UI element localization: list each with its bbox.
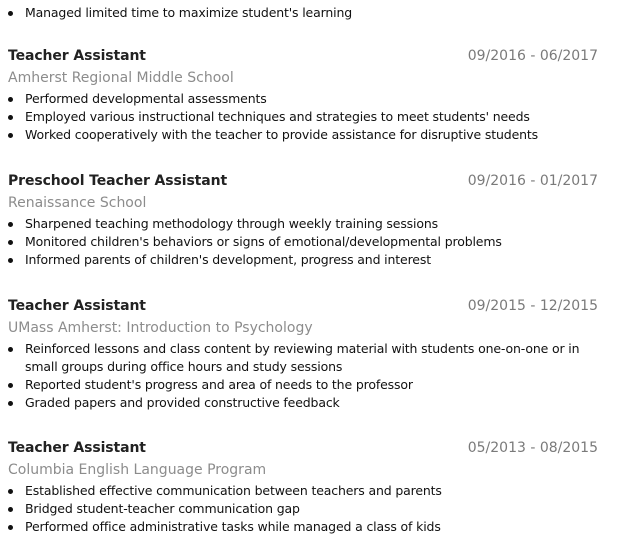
bullet-item: Informed parents of children's development, progress and interest xyxy=(0,251,610,269)
bullet-item: Employed various instructional techniques and strategies to meet students' needs xyxy=(0,108,610,126)
bullet-item: Established effective communication between teachers and parents xyxy=(0,482,610,500)
bullet-item: Performed office administrative tasks while managed a class of kids xyxy=(0,518,610,536)
job-dates: 05/2013 - 08/2015 xyxy=(467,440,598,456)
bullet-item: Managed limited time to maximize student's learning xyxy=(0,4,610,22)
job-title: Teacher Assistant xyxy=(8,298,146,314)
job-dates: 09/2016 - 06/2017 xyxy=(467,48,598,64)
employer-name: Columbia English Language Program xyxy=(8,462,267,478)
bullet-item: Worked cooperatively with the teacher to provide assistance for disruptive students xyxy=(0,126,610,144)
responsibility-list xyxy=(0,90,610,144)
responsibility-list xyxy=(0,215,610,269)
entry-header xyxy=(0,438,610,460)
entry-header xyxy=(0,171,610,193)
experience-entry xyxy=(0,171,610,269)
employer-name: Renaissance School xyxy=(8,195,147,211)
bullet-item: Reported student's progress and area of needs to the professor xyxy=(0,376,610,394)
employer-name: Amherst Regional Middle School xyxy=(8,70,234,86)
responsibility-list xyxy=(0,340,610,412)
bullet-item: Reinforced lessons and class content by reviewing material with students one-on-one or in small groups during office hours and study sessions xyxy=(0,340,610,376)
bullet-item: Monitored children's behaviors or signs of emotional/developmental problems xyxy=(0,233,610,251)
bullet-item: Sharpened teaching methodology through weekly training sessions xyxy=(0,215,610,233)
bullet-item: Performed developmental assessments xyxy=(0,90,610,108)
job-title: Teacher Assistant xyxy=(8,440,146,456)
employer-name: UMass Amherst: Introduction to Psychology xyxy=(8,320,313,336)
experience-entry xyxy=(0,46,610,144)
experience-entry xyxy=(0,296,610,412)
entry-header xyxy=(0,46,610,68)
job-title: Preschool Teacher Assistant xyxy=(8,173,228,189)
job-dates: 09/2015 - 12/2015 xyxy=(467,298,598,314)
bullet-item: Bridged student-teacher communication gap xyxy=(0,500,610,518)
responsibility-list xyxy=(0,482,610,536)
previous-entry-bullet-list xyxy=(0,4,610,22)
bullet-item: Graded papers and provided constructive feedback xyxy=(0,394,610,412)
job-title: Teacher Assistant xyxy=(8,48,146,64)
experience-entry xyxy=(0,438,610,536)
job-dates: 09/2016 - 01/2017 xyxy=(467,173,598,189)
entry-header xyxy=(0,296,610,318)
